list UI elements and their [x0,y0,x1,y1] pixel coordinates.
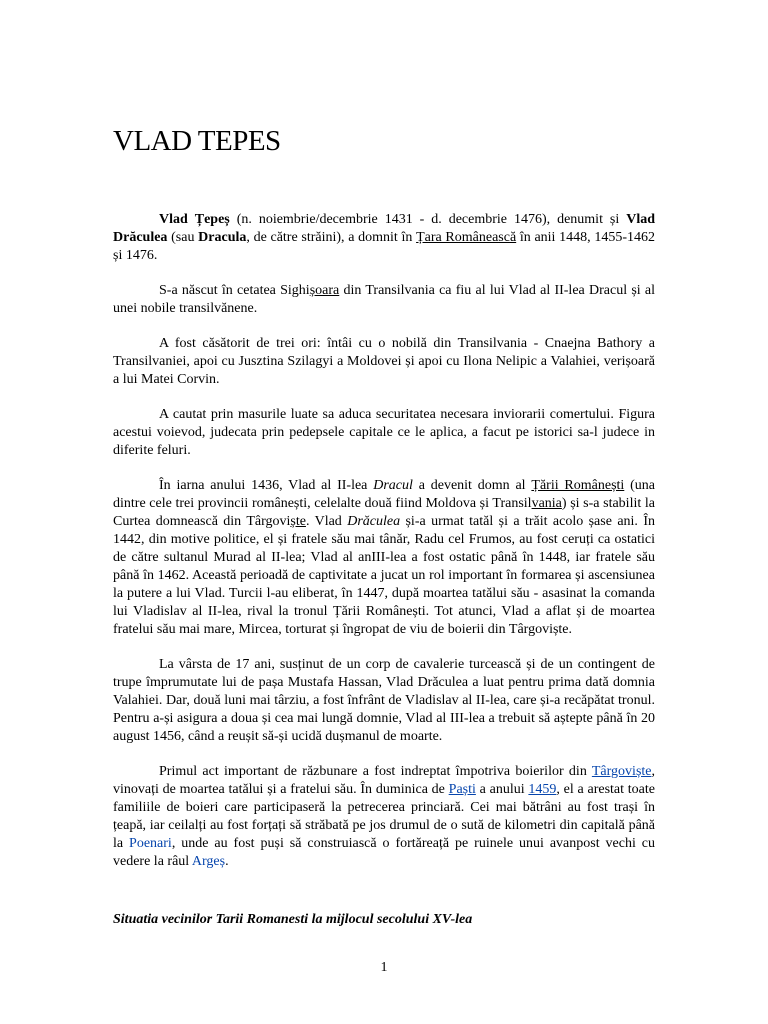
text: . [225,854,229,869]
page-number: 1 [380,960,388,975]
text: și-a urmat tatăl și a trăit acolo șase ani. În 1442, din motive politice, el și fratele său mai tânăr, Radu cel Frumos, au fost ceruți ca ostatici de către sultanul Murad al II-lea; Vlad al anIII-lea a fost ostatic până în 1448, iar fratele său până în 1462. Această perioadă de captivitate a jucat un rol important în formarea și ascensiunea la putere a lui Vlad. Turcii l-au eliberat, în 1447, după moartea tatălui său - asasinat la comanda lui Vladislav al II-lea, rival la tronul Țării Românești. Tot atunci, Vlad a aflat și de moartea fratelui său mai mare, Mircea, torturat și îngropat de viu de boierii din Târgoviște. [113,514,655,637]
section-heading: Situatia vecinilor Tarii Romanesti la mijlocul secolului XV-lea [113,912,473,927]
link-poenari[interactable]: Poenari [129,836,172,851]
text: , el a arestat toate familiile de boieri care participaseră la petrecerea princiară. Cei mai bătrâni au fost trași în țeapă, iar ceilalți au fost forțați să străbată pe jos drumul de o sută de kilometri din capitală până la [113,782,655,851]
text: , de către străini), a domnit în [246,230,417,245]
text: a anului [475,782,529,797]
text: S-a născut în cetatea Sighi [159,283,310,298]
text: În iarna anului 1436, Vlad al II-lea [159,478,374,493]
text: ) și s-a stabilit la Curtea domnească din Târgovi [113,496,655,529]
name-vlad-tepes: Vlad Țepeș [159,212,230,227]
paragraph-3: A fost căsătorit de trei ori: întâi cu o nobilă din Transilvania - Cnaejna Bathory a Transilvaniei, apoi cu Jusztina Szilagyi a Moldovei și apoi cu Ilona Nelipic a Valahiei, verișoară a lui Matei Corvin. [113,336,655,387]
text: . Vlad [305,514,348,529]
text: (una dintre cele trei provincii românești, celelalte două fiind Moldova și Transil [113,478,655,511]
text: , unde au fost puși să construiască o fortăreață pe ruinele unui avanpost vechi cu vedere la râul [113,836,655,869]
text: (sau [167,230,199,245]
link-pasti[interactable]: Paști [448,782,476,797]
text: în anii 1448, 1455-1462 și 1476. [113,230,655,263]
text: Primul act important de răzbunare a fost indreptat împotriva boierilor din [159,764,592,779]
paragraph-1 [113,211,655,265]
link-tara-romaneasca[interactable]: Țara Românească [416,230,517,245]
link-targoviste-2[interactable]: Târgoviște [591,764,652,779]
paragraph-7 [113,763,655,871]
name-vlad-draculea: Vlad Drăculea [113,212,655,245]
epithet-dracul: Dracul [373,478,413,493]
link-sighisoara[interactable]: șoara [309,283,340,298]
link-arges[interactable]: Argeș [191,854,226,869]
text: , vinovați de moartea tatălui și a fratelui său. În duminica de [113,764,655,797]
link-targoviste[interactable]: ște [290,514,306,529]
name-dracula: Dracula [198,230,247,245]
epithet-draculea: Drăculea [347,514,401,529]
document-body [113,211,655,888]
paragraph-5 [113,477,655,639]
paragraph-4: A cautat prin masurile luate sa aduca securitatea necesara inviorarii comertului. Figura acestui voievod, judecata prin pedepsele capitale ce le aplica, a facut pe istorici sa-l judece in diferite feluri. [113,407,655,458]
paragraph-2 [113,282,655,318]
document-title: VLAD TEPES [113,125,281,157]
link-transilvania[interactable]: vania [531,496,562,511]
link-1459[interactable]: 1459 [528,782,557,797]
paragraph-6: La vârsta de 17 ani, susținut de un corp de cavalerie turcească și de un contingent de trupe împrumutate lui de pașa Mustafa Hassan, Vlad Drăculea a luat pentru prima dată domnia Valahiei. Dar, două luni mai târziu, a fost înfrânt de Vladislav al II-lea, care și-a recăpătat tronul. Pentru a-și asigura a doua și cea mai lungă domnie, Vlad al III-lea a trebuit să aștepte până în 20 august 1456, când a reușit să-și ucidă dușmanul de moarte. [113,657,655,744]
text: (n. noiembrie/decembrie 1431 - d. decembrie 1476), denumit și [229,212,627,227]
link-tarii-romanesti[interactable]: Țării Românești [531,478,625,493]
text: a devenit domn al [412,478,532,493]
text: din Transilvania ca fiu al lui Vlad al II-lea Dracul și al unei nobile transilvănene. [113,283,655,316]
